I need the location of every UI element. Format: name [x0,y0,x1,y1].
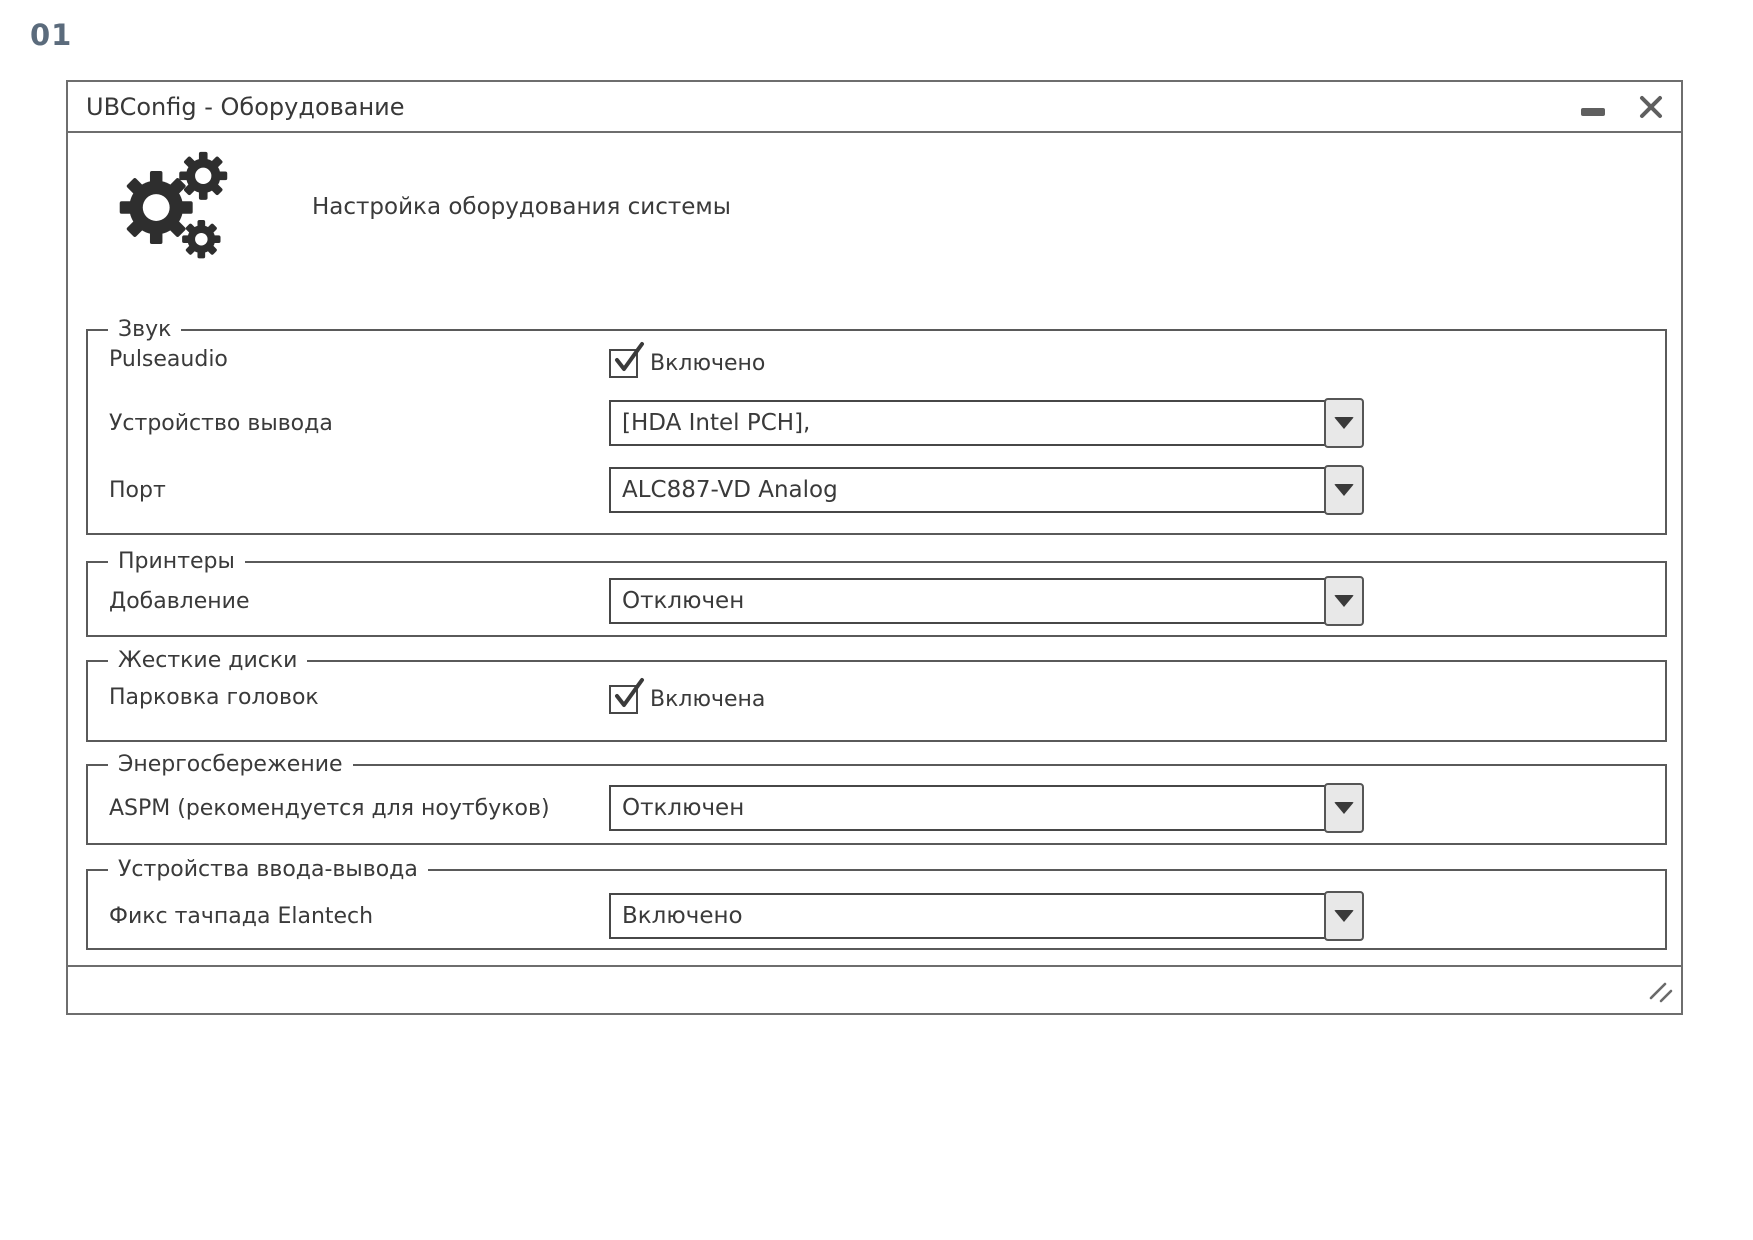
status-bar [68,965,1681,1013]
printer-add-value: Отключен [609,578,1326,624]
checkmark-icon [612,343,644,375]
fieldset-printers [86,549,1667,637]
ubconfig-window [66,80,1683,1015]
printer-add-label: Добавление [109,589,250,614]
gears-icon [108,148,238,268]
elantech-fix-dropdown[interactable] [609,893,1364,939]
close-icon [1638,94,1664,120]
port-label: Порт [109,478,166,503]
aspm-dropdown-button[interactable] [1324,783,1364,833]
port-dropdown[interactable] [609,467,1364,513]
gear-small [182,220,220,258]
fieldset-sound-legend: Звук [108,317,181,342]
elantech-fix-dropdown-button[interactable] [1324,891,1364,941]
port-dropdown-button[interactable] [1324,465,1364,515]
printer-add-dropdown[interactable] [609,578,1364,624]
output-device-value: [HDA Intel PCH], [609,400,1326,446]
chevron-down-icon [1334,595,1354,607]
resize-handle-icon[interactable] [1649,982,1673,1004]
gear-medium [179,152,227,200]
fieldset-hard-disks [86,648,1667,742]
checkmark-icon [612,679,644,711]
aspm-label: ASPM (рекомендуется для ноутбуков) [109,796,550,821]
aspm-value: Отключен [609,785,1326,831]
fieldset-power-saving [86,752,1667,845]
port-value: ALC887-VD Analog [609,467,1326,513]
pulseaudio-checkbox-group [609,349,765,378]
head-parking-checkbox-group [609,685,765,714]
chevron-down-icon [1334,417,1354,429]
elantech-fix-value: Включено [609,893,1326,939]
elantech-fix-label: Фикс тачпада Elantech [109,904,374,929]
output-device-dropdown[interactable] [609,400,1364,446]
chevron-down-icon [1334,910,1354,922]
close-button[interactable] [1629,82,1673,131]
printer-add-dropdown-button[interactable] [1324,576,1364,626]
head-parking-checkbox-label: Включена [650,687,766,712]
window-titlebar[interactable] [68,82,1681,133]
fieldset-io-devices [86,857,1667,950]
fieldset-printers-legend: Принтеры [108,549,245,574]
fieldset-power-saving-legend: Энергосбережение [108,752,353,777]
pulseaudio-checkbox-label: Включено [650,351,766,376]
minimize-icon [1581,108,1605,116]
head-parking-checkbox[interactable] [609,685,638,714]
fieldset-io-devices-legend: Устройства ввода-вывода [108,857,428,882]
minimize-button[interactable] [1571,82,1615,131]
fieldset-sound [86,317,1667,535]
window-title: UBConfig - Оборудование [86,93,405,121]
head-parking-label: Парковка головок [109,685,319,710]
slide-number-label: 01 [30,18,73,52]
pulseaudio-checkbox[interactable] [609,349,638,378]
window-caption: Настройка оборудования системы [312,194,731,220]
output-device-dropdown-button[interactable] [1324,398,1364,448]
fieldset-hard-disks-legend: Жесткие диски [108,648,307,673]
aspm-dropdown[interactable] [609,785,1364,831]
pulseaudio-label: Pulseaudio [109,347,228,372]
chevron-down-icon [1334,484,1354,496]
chevron-down-icon [1334,802,1354,814]
output-device-label: Устройство вывода [109,411,333,436]
gear-large [120,171,193,244]
